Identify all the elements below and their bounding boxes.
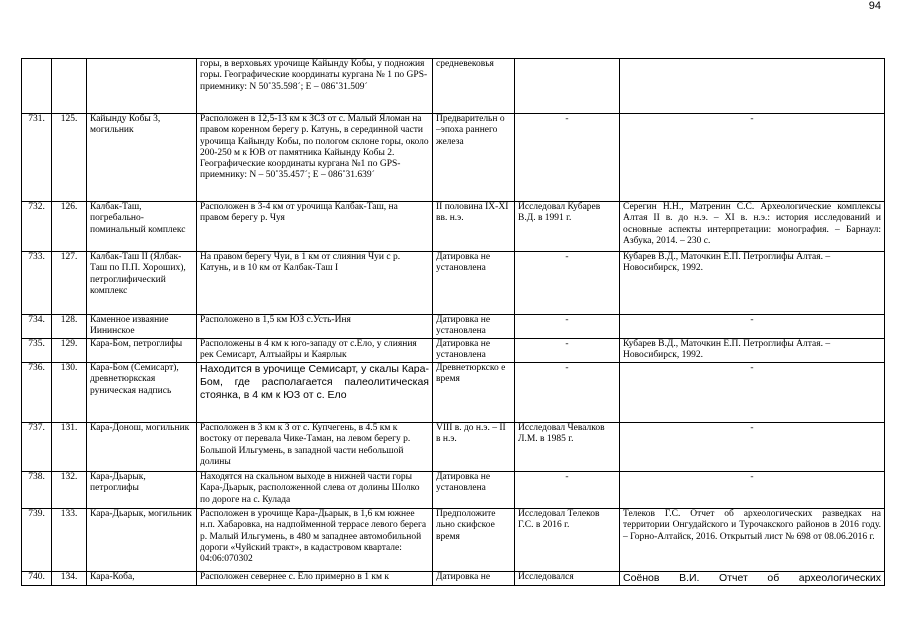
monument-name: Калбак-Таш, погребально-поминальный комплекс — [87, 202, 197, 252]
row-number: 732. — [22, 202, 52, 252]
location-description: Расположены в 4 км к юго-западу от с.Ело, у слияния рек Семисарт, Алтыайры и Каярлык — [197, 339, 433, 363]
location-description: Расположен севернее с. Ело примерно в 1 км к — [197, 572, 433, 586]
table-row — [22, 363, 885, 423]
page-number: 94 — [868, 0, 881, 12]
literature: Кубарев В.Д., Маточкин Е.П. Петроглифы Алтая. – Новосибирск, 1992. — [620, 252, 885, 315]
research-info: - — [515, 363, 620, 423]
monument-name: Кара-Дьарык, могильник — [87, 509, 197, 572]
location-description: Расположен в 3-4 км от урочища Калбак-Таш, на правом берегу р. Чуя — [197, 202, 433, 252]
research-info: Исследовался — [515, 572, 620, 586]
row-number: 738. — [22, 472, 52, 509]
monument-name: Кара-Дьарык, петроглифы — [87, 472, 197, 509]
location-description: Находятся на скальном выходе в нижней части горы Кара-Дьарык, расположенной слева от долины Шолко по дороге на с. Кулада — [197, 472, 433, 509]
research-info: Исследовал Чевалков Л.М. в 1985 г. — [515, 423, 620, 472]
monument-name: Кара-Донош, могильник — [87, 423, 197, 472]
table-row — [22, 339, 885, 363]
location-description: Расположен в 12,5-13 км к ЗСЗ от с. Малый Яломан на правом коренном берегу р. Катунь, в серединной части урочища Кайынду Кобы, по пологом склоне горы, около 200-250 м к ЮВ от памятника Кайынду Кобы 2. Географические координаты кургана №1 по GPS-приемнику: N – 50˚35.457´; E – 086˚31.639´ — [197, 114, 433, 202]
row-subnumber — [52, 59, 87, 114]
monument-name: Калбак-Таш II (Ялбак-Таш по П.П. Хороших), петроглифический комплекс — [87, 252, 197, 315]
table-row — [22, 59, 885, 114]
dating: Датировка не — [433, 572, 515, 586]
row-number: 739. — [22, 509, 52, 572]
row-subnumber: 125. — [52, 114, 87, 202]
row-subnumber: 130. — [52, 363, 87, 423]
dating: II половина IX-XI вв. н.э. — [433, 202, 515, 252]
row-number: 734. — [22, 315, 52, 339]
research-info: - — [515, 472, 620, 509]
location-description: Расположен в 3 км к З от с. Купчегень, в 4.5 км к востоку от перевала Чике-Таман, на левом берегу р. Большой Ильгумень, в западной части небольшой долины — [197, 423, 433, 472]
monuments-table — [21, 58, 885, 586]
monument-name: Кара-Бом (Семисарт), древнетюркская руническая надпись — [87, 363, 197, 423]
monument-name: Каменное изваяние Иининское — [87, 315, 197, 339]
dating: Древнетюркско е время — [433, 363, 515, 423]
research-info: - — [515, 252, 620, 315]
monument-name: Кара-Бом, петроглифы — [87, 339, 197, 363]
row-number: 736. — [22, 363, 52, 423]
literature: Соёнов В.И. Отчет об археологических — [620, 572, 885, 586]
row-number: 735. — [22, 339, 52, 363]
literature: Кубарев В.Д., Маточкин Е.П. Петроглифы Алтая. – Новосибирск, 1992. — [620, 339, 885, 363]
literature: - — [620, 315, 885, 339]
monument-name — [87, 59, 197, 114]
dating: Датировка не установлена — [433, 339, 515, 363]
dating: средневековья — [433, 59, 515, 114]
research-info: - — [515, 315, 620, 339]
location-description: На правом берегу Чуи, в 1 км от слияния Чуи с р. Катунь, и в 10 км от Калбак-Таш I — [197, 252, 433, 315]
dating: Датировка не установлена — [433, 472, 515, 509]
research-info: Исследовал Телеков Г.С. в 2016 г. — [515, 509, 620, 572]
row-number: 731. — [22, 114, 52, 202]
dating: Датировка не установлена — [433, 252, 515, 315]
table-row — [22, 315, 885, 339]
row-subnumber: 127. — [52, 252, 87, 315]
literature: - — [620, 363, 885, 423]
dating: Предварительн о –эпоха раннего железа — [433, 114, 515, 202]
row-subnumber: 132. — [52, 472, 87, 509]
row-subnumber: 134. — [52, 572, 87, 586]
research-info — [515, 59, 620, 114]
monument-name: Кара-Коба, — [87, 572, 197, 586]
row-subnumber: 131. — [52, 423, 87, 472]
table-row — [22, 472, 885, 509]
table-row — [22, 114, 885, 202]
literature: Серегин Н.Н., Матренин С.С. Археологические комплексы Алтая II в. до н.э. – XI в. н.э.: история исследований и основные аспекты интерпретации: монография. – Барнаул: Азбука, 2014. – 230 с. — [620, 202, 885, 252]
dating: VIII в. до н.э. – II в н.э. — [433, 423, 515, 472]
research-info: - — [515, 339, 620, 363]
dating: Предположите льно скифское время — [433, 509, 515, 572]
literature: Телеков Г.С. Отчет об археологических разведках на территории Онгудайского и Турочакского районов в 2016 году. – Горно-Алтайск, 2016. Открытый лист № 698 от 08.06.2016 г. — [620, 509, 885, 572]
row-subnumber: 133. — [52, 509, 87, 572]
row-subnumber: 128. — [52, 315, 87, 339]
literature: - — [620, 114, 885, 202]
row-number: 737. — [22, 423, 52, 472]
literature: - — [620, 423, 885, 472]
row-subnumber: 126. — [52, 202, 87, 252]
location-description: Находится в урочище Семисарт, у скалы Кара-Бом, где располагается палеолитическая стоянка, в 4 км к ЮЗ от с. Ело — [197, 363, 433, 423]
research-info: - — [515, 114, 620, 202]
location-description: Расположено в 1,5 км ЮЗ с.Усть-Иня — [197, 315, 433, 339]
monument-name: Кайынду Кобы 3, могильник — [87, 114, 197, 202]
literature: - — [620, 472, 885, 509]
row-number: 740. — [22, 572, 52, 586]
dating: Датировка не установлена — [433, 315, 515, 339]
row-subnumber: 129. — [52, 339, 87, 363]
location-description: Расположен в урочище Кара-Дьарык, в 1,6 км южнее н.п. Хабаровка, на надпойменной террасе левого берега р. Малый Ильгумень, в 480 м западнее автомобильной дороги «Чуйский тракт», в кадастровом квартале: 04:06:070302 — [197, 509, 433, 572]
row-number — [22, 59, 52, 114]
table-row — [22, 509, 885, 572]
literature — [620, 59, 885, 114]
table-row — [22, 202, 885, 252]
table-row — [22, 572, 885, 586]
table-row — [22, 252, 885, 315]
location-description: горы, в верховьях урочище Кайынду Кобы, у подножия горы. Географические координаты кургана № 1 по GPS-приемнику: N 50˚35.598´; E – 086˚31.509´ — [197, 59, 433, 114]
research-info: Исследовал Кубарев В.Д. в 1991 г. — [515, 202, 620, 252]
table-row — [22, 423, 885, 472]
row-number: 733. — [22, 252, 52, 315]
